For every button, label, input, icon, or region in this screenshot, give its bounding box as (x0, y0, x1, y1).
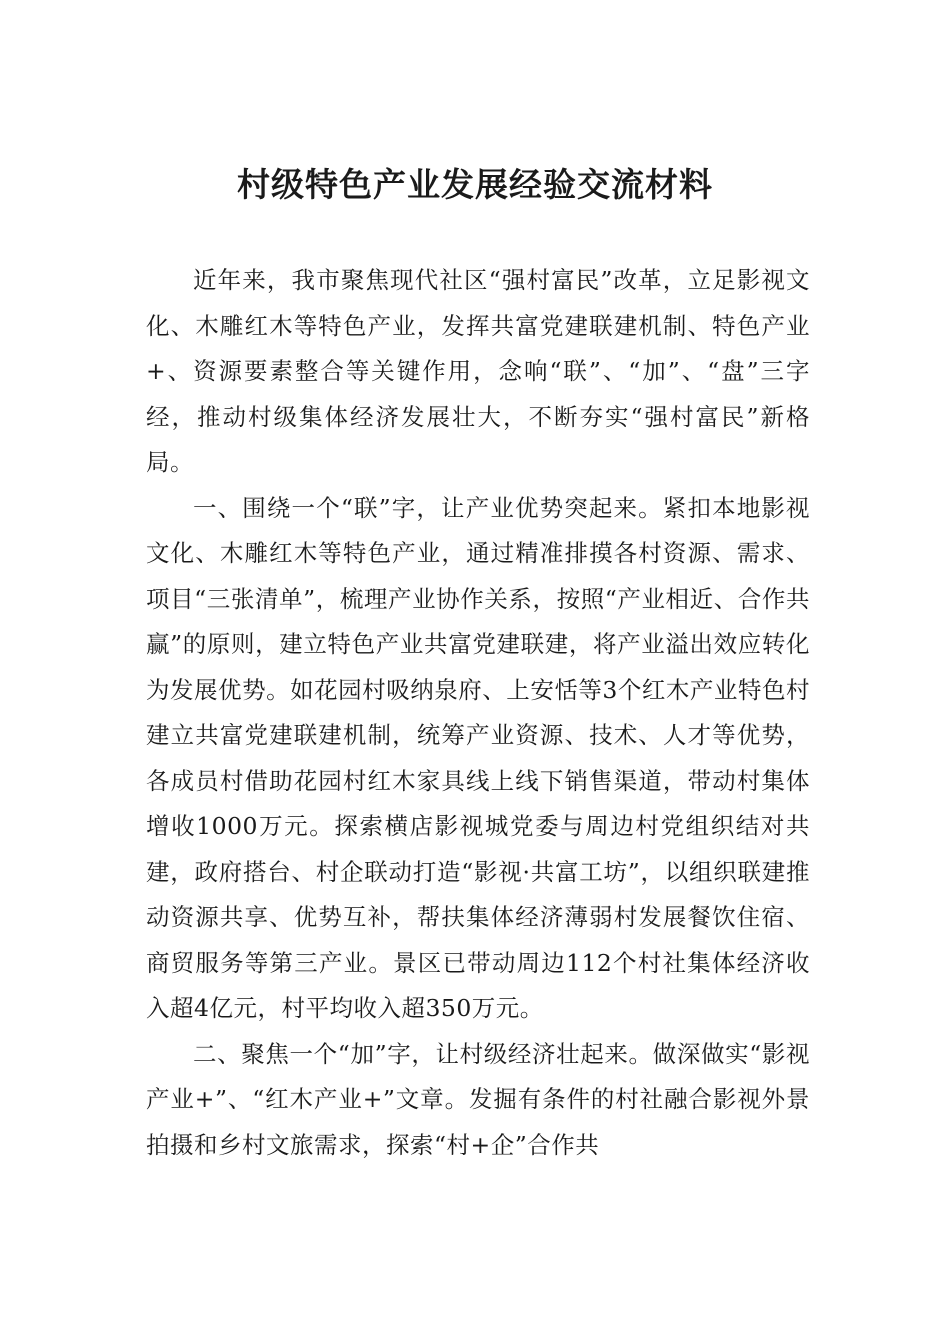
paragraph-section-two: 二、聚焦一个“加”字，让村级经济壮起来。做深做实“影视产业+”、“红木产业+”文章。发掘有条件的村社融合影视外景拍摄和乡村文旅需求，探索“村+企”合作共 (146, 1039, 810, 1159)
paragraph-section-one: 一、围绕一个“联”字，让产业优势突起来。紧扣本地影视文化、木雕红木等特色产业，通过精准排摸各村资源、需求、项目“三张清单”，梳理产业协作关系，按照“产业相近、合作共赢”的原则，建立特色产业共富党建联建，将产业溢出效应转化为发展优势。如花园村吸纳泉府、上安恬等3个红木产业特色村建立共富党建联建机制，统筹产业资源、技术、人才等优势，各成员村借助花园村红木家具线上线下销售渠道，带动村集体增收1000万元。探索横店影视城党委与周边村党组织结对共建，政府搭台、村企联动打造“影视·共富工坊”，以组织联建推动资源共享、优势互补，帮扶集体经济薄弱村发展餐饮住宿、商贸服务等第三产业。景区已带动周边112个村社集体经济收入超4亿元，村平均收入超350万元。 (146, 493, 810, 1022)
document-title: 村级特色产业发展经验交流材料 (237, 165, 713, 204)
document-body (146, 258, 810, 1168)
paragraph-intro: 近年来，我市聚焦现代社区“强村富民”改革，立足影视文化、木雕红木等特色产业，发挥共富党建联建机制、特色产业+、资源要素整合等关键作用，念响“联”、“加”、“盘”三字经，推动村级集体经济发展壮大，不断夯实“强村富民”新格局。 (146, 266, 810, 476)
